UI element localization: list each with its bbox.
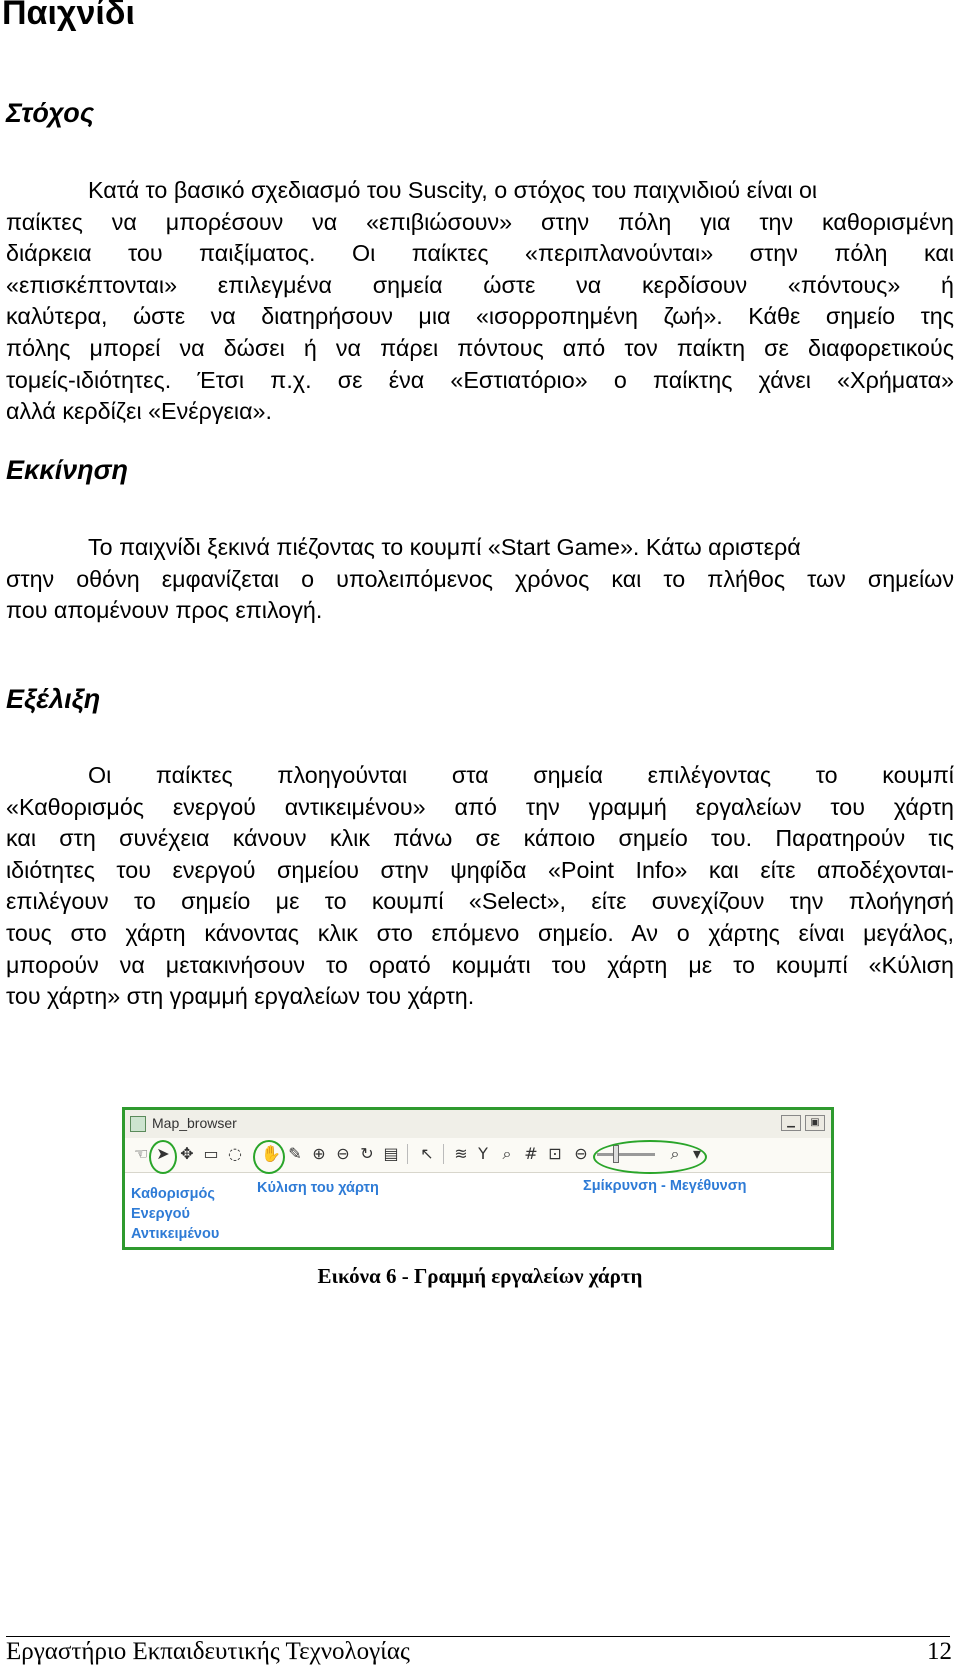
minimize-icon[interactable]: ▁ (781, 1115, 801, 1131)
text-line: ιδιότητες του ενεργού σημείου στην ψηφίδα «Point Info» και είτε αποδέχονται- (6, 856, 954, 883)
filter-icon[interactable]: Y (478, 1144, 488, 1163)
circle-select-icon[interactable]: ◌ (228, 1144, 242, 1163)
map-toolbar-figure (122, 1107, 834, 1250)
footer-divider (6, 1636, 950, 1637)
figure-caption: Εικόνα 6 - Γραμμή εργαλείων χάρτη (317, 1264, 643, 1288)
text-line: στην οθόνη εμφανίζεται ο υπολειπόμενος χρόνος και το πλήθος των σημείων (6, 565, 954, 592)
page-number: 12 (927, 1638, 952, 1665)
layers-icon[interactable]: ≋ (454, 1144, 468, 1163)
text-line: καλύτερα, ώστε να διατηρήσουν μια «ισορροπημένη ζωή». Κάθε σημείο της (6, 303, 954, 330)
footer-text: Εργαστήριο Εκπαιδευτικής Τεχνολογίας (6, 1638, 410, 1665)
zoom-minus-icon[interactable]: ⊖ (574, 1144, 588, 1163)
toolbar-separator (407, 1144, 408, 1164)
section-heading-start: Εκκίνηση (6, 455, 128, 485)
label-line: Ενεργού (131, 1206, 190, 1222)
highlight-circle (593, 1140, 707, 1174)
refresh-icon[interactable]: ↻ (360, 1144, 374, 1163)
extent-icon[interactable]: ⊡ (548, 1144, 562, 1163)
text-line: μπορούν να μετακινήσουν το ορατό κομμάτι του χάρτη με το κουμπί «Κύλιση (6, 951, 954, 978)
text-line: και στη συνέχεια κάνουν κλικ πάνω σε κάποιο σημείο του. Παρατηρούν τις (6, 825, 954, 852)
rect-select-icon[interactable]: ▭ (203, 1144, 219, 1163)
find-icon[interactable]: ⌕ (502, 1144, 512, 1163)
zoom-in-icon[interactable]: ⊕ (312, 1144, 326, 1163)
grid-icon[interactable]: # (524, 1144, 538, 1163)
text-line: που απομένουν προς επιλογή. (6, 597, 323, 624)
text-line: αλλά κερδίζει «Ενέργεια». (6, 398, 272, 425)
ruler-icon[interactable]: ▤ (383, 1144, 399, 1163)
toolbar-separator (443, 1144, 444, 1164)
text-line: επιλέγουν το σημείο με το κουμπί «Select», είτε συνεχίζουν την πλοήγησή (6, 888, 954, 915)
text-line: τομείς-ιδιότητες. Έτσι π.χ. σε ένα «Εστιατόριο» ο παίκτης χάνει «Χρήματα» (6, 366, 954, 393)
cursor-tool-icon[interactable]: ↖ (420, 1144, 434, 1163)
text-line: του χάρτη» στη γραμμή εργαλείων του χάρτη. (6, 983, 475, 1010)
text-line: παίκτες να μπορέσουν να «επιβιώσουν» στην πόλη για την καθορισμένη (6, 208, 954, 235)
paragraph-start (6, 532, 954, 627)
map-toolbar (125, 1138, 831, 1173)
pan-multi-icon[interactable]: ✥ (180, 1144, 194, 1163)
window-titlebar (125, 1110, 831, 1139)
maximize-icon[interactable]: ▣ (805, 1115, 825, 1131)
highlight-circle (253, 1140, 285, 1174)
label-pan-map: Κύλιση του χάρτη (257, 1180, 379, 1196)
hand-point-icon[interactable]: ☜ (133, 1144, 149, 1163)
text-line: «επισκέπτονται» επιλεγμένα σημεία ώστε να κερδίσουν «πόντους» ή (6, 271, 954, 298)
pan-hand-icon[interactable]: ✋ (261, 1144, 281, 1163)
label-select-active (131, 1184, 219, 1244)
zoom-out-icon[interactable]: ⊖ (336, 1144, 350, 1163)
app-icon (130, 1116, 146, 1132)
dropdown-icon[interactable]: ▾ (692, 1144, 702, 1163)
section-heading-progress: Εξέλιξη (6, 684, 101, 714)
label-zoom: Σμίκρυνση - Μεγέθυνση (583, 1178, 747, 1194)
text-line: πόλης μπορεί να δώσει ή να πάρει πόντους από τον παίκτη σε διαφορετικούς (6, 334, 954, 361)
text-line: Το παιχνίδι ξεκινά πιέζοντας το κουμπί «Start Game». Κάτω αριστερά (88, 534, 801, 560)
text-line: Οι παίκτες πλοηγούνται στα σημεία επιλέγοντας το κουμπί (88, 762, 954, 788)
text-line: «Καθορισμός ενεργού αντικειμένου» από την γραμμή εργαλείων του χάρτη (6, 793, 954, 820)
label-line: Αντικειμένου (131, 1226, 220, 1242)
paragraph-progress (6, 760, 954, 1013)
zoom-plus-icon[interactable]: ⌕ (670, 1144, 680, 1163)
section-heading-goal: Στόχος (6, 98, 95, 128)
highlight-circle (149, 1140, 177, 1174)
text-line: τους στο χάρτη κάνοντας κλικ στο επόμενο σημείο. Αν ο χάρτης είναι μεγάλος, (6, 919, 954, 946)
text-line: διάρκεια του παιξίματος. Οι παίκτες «περιπλανούνται» στην πόλη και (6, 240, 954, 267)
window-title: Map_browser (152, 1115, 237, 1131)
text-line: Κατά το βασικό σχεδιασμό του Suscity, ο στόχος του παιχνιδιού είναι οι (88, 177, 818, 203)
page-title: Παιχνίδι (2, 0, 135, 32)
select-arrow-icon[interactable]: ➤ (156, 1144, 170, 1163)
pin-icon[interactable]: ✎ (288, 1144, 302, 1163)
label-line: Καθορισμός (131, 1186, 215, 1202)
paragraph-goal (6, 175, 954, 428)
